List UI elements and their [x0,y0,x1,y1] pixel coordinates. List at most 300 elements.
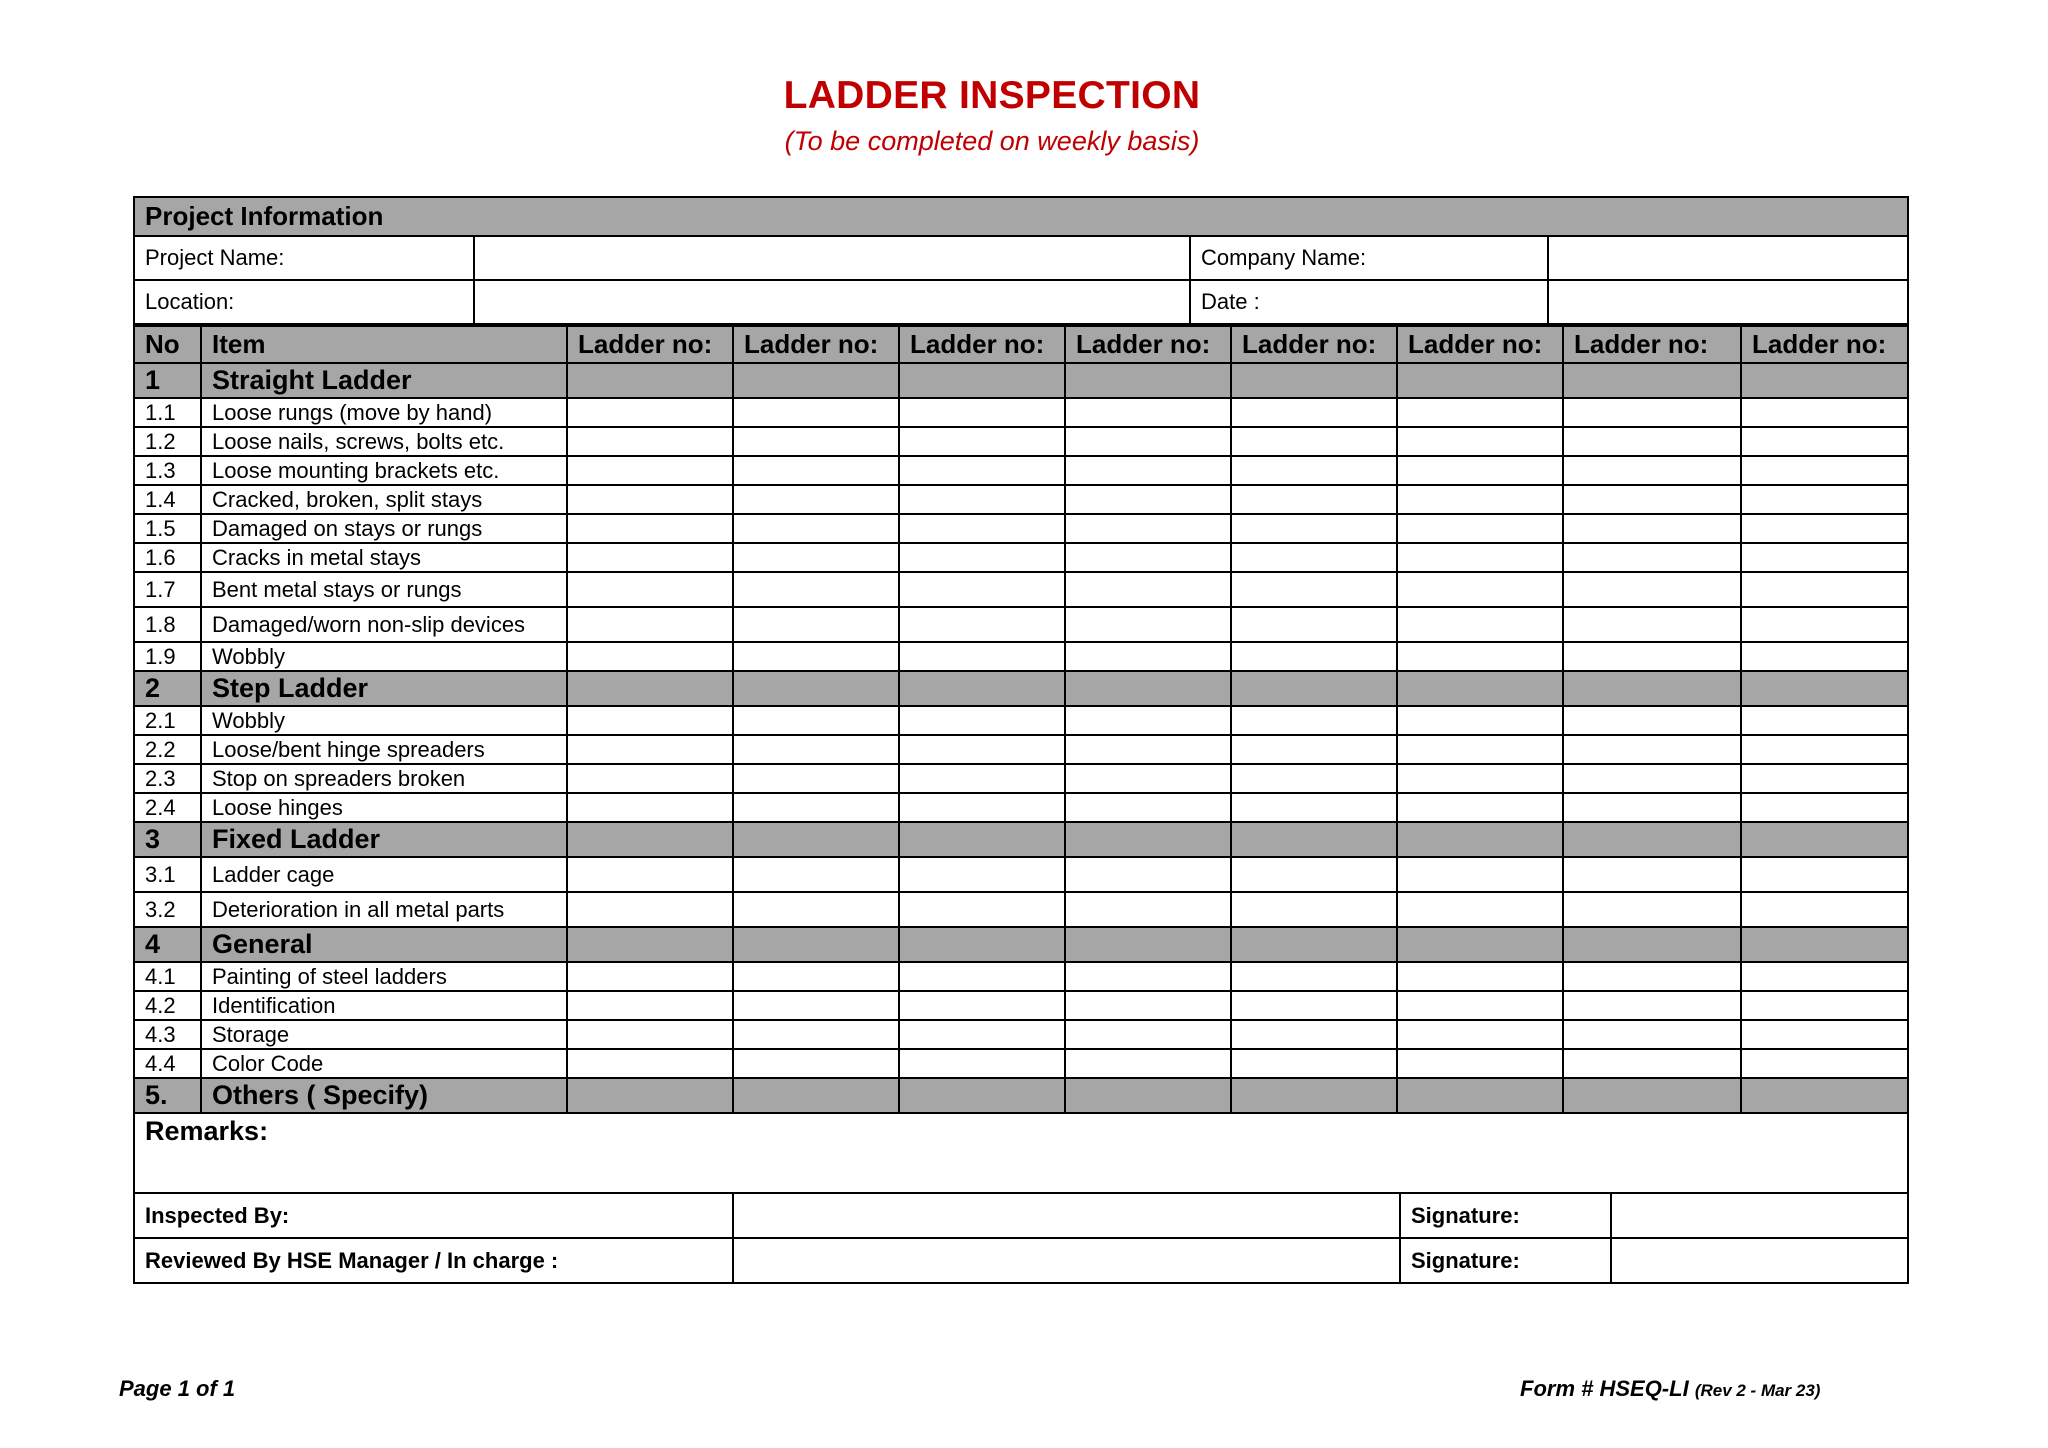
ladder-check-cell[interactable] [1231,572,1397,607]
section-row [134,1078,1908,1113]
ladder-check-cell[interactable] [899,427,1065,456]
item-description: Loose nails, screws, bolts etc. [201,427,567,456]
ladder-check-cell[interactable] [567,1049,733,1078]
ladder-check-cell[interactable] [1397,485,1563,514]
ladder-check-cell[interactable] [1397,1049,1563,1078]
ladder-check-cell[interactable] [567,793,733,822]
column-header-ladder-no: Ladder no: [1741,326,1908,363]
ladder-check-cell[interactable] [1741,892,1908,927]
ladder-check-cell[interactable] [567,1020,733,1049]
item-number: 4.3 [134,1020,201,1049]
company-name-field[interactable] [1548,236,1908,280]
ladder-check-cell[interactable] [733,642,899,671]
ladder-check-cell[interactable] [1741,572,1908,607]
item-description: Cracked, broken, split stays [201,485,567,514]
item-number: 1.7 [134,572,201,607]
ladder-check-cell[interactable] [1065,1078,1231,1113]
ladder-check-cell[interactable] [1397,927,1563,962]
ladder-check-cell[interactable] [1231,991,1397,1020]
project-info-table [133,196,1909,325]
ladder-check-cell[interactable] [1563,363,1741,398]
ladder-check-cell[interactable] [1065,514,1231,543]
column-header-ladder-no: Ladder no: [1397,326,1563,363]
checklist-item-row [134,706,1908,735]
ladder-check-cell[interactable] [567,671,733,706]
ladder-check-cell[interactable] [1065,398,1231,427]
ladder-check-cell[interactable] [1741,514,1908,543]
inspection-form [133,196,1907,1284]
ladder-check-cell[interactable] [567,1078,733,1113]
inspector-signature-field[interactable] [1611,1193,1908,1238]
checklist-item-row [134,764,1908,793]
item-number: 4.4 [134,1049,201,1078]
checklist-item-row [134,1020,1908,1049]
checklist-item-row [134,991,1908,1020]
ladder-check-cell[interactable] [1065,363,1231,398]
ladder-check-cell[interactable] [1231,398,1397,427]
ladder-check-cell[interactable] [1397,793,1563,822]
ladder-check-cell[interactable] [1741,764,1908,793]
ladder-check-cell[interactable] [899,485,1065,514]
ladder-check-cell[interactable] [1397,543,1563,572]
ladder-check-cell[interactable] [1741,363,1908,398]
item-number: 2.1 [134,706,201,735]
ladder-check-cell[interactable] [1231,735,1397,764]
ladder-check-cell[interactable] [1741,927,1908,962]
ladder-check-cell[interactable] [733,607,899,642]
ladder-check-cell[interactable] [733,485,899,514]
ladder-check-cell[interactable] [899,962,1065,991]
column-header-ladder-no: Ladder no: [899,326,1065,363]
ladder-check-cell[interactable] [1397,456,1563,485]
checklist-item-row [134,892,1908,927]
ladder-check-cell[interactable] [1065,857,1231,892]
ladder-check-cell[interactable] [567,991,733,1020]
section-number: 4 [134,927,201,962]
item-description: Cracks in metal stays [201,543,567,572]
item-description: Color Code [201,1049,567,1078]
ladder-check-cell[interactable] [733,398,899,427]
ladder-check-cell[interactable] [1065,671,1231,706]
section-row [134,822,1908,857]
ladder-check-cell[interactable] [899,822,1065,857]
ladder-check-cell[interactable] [1065,793,1231,822]
page-subtitle: (To be completed on weekly basis) [784,126,1200,156]
ladder-check-cell[interactable] [1065,892,1231,927]
ladder-check-cell[interactable] [1231,962,1397,991]
section-title: Fixed Ladder [201,822,567,857]
ladder-check-cell[interactable] [567,706,733,735]
ladder-check-cell[interactable] [1563,706,1741,735]
ladder-check-cell[interactable] [733,706,899,735]
ladder-check-cell[interactable] [899,991,1065,1020]
item-number: 1.5 [134,514,201,543]
ladder-check-cell[interactable] [1741,607,1908,642]
ladder-check-cell[interactable] [733,671,899,706]
item-description: Damaged/worn non-slip devices [201,607,567,642]
ladder-check-cell[interactable] [733,427,899,456]
page-number: Page 1 of 1 [119,1376,236,1401]
section-row [134,363,1908,398]
ladder-check-cell[interactable] [1397,1078,1563,1113]
ladder-check-cell[interactable] [1397,706,1563,735]
ladder-check-cell[interactable] [1231,892,1397,927]
checklist-item-row [134,427,1908,456]
ladder-check-cell[interactable] [899,1049,1065,1078]
company-name-label: Company Name: [1190,236,1548,280]
ladder-check-cell[interactable] [1563,427,1741,456]
ladder-check-cell[interactable] [1397,363,1563,398]
ladder-check-cell[interactable] [1065,706,1231,735]
form-revision: (Rev 2 - Mar 23) [1694,1381,1821,1400]
checklist-item-row [134,607,1908,642]
ladder-check-cell[interactable] [899,735,1065,764]
ladder-check-cell[interactable] [567,427,733,456]
ladder-check-cell[interactable] [1065,927,1231,962]
ladder-check-cell[interactable] [567,607,733,642]
ladder-check-cell[interactable] [567,572,733,607]
ladder-check-cell[interactable] [1397,962,1563,991]
ladder-check-cell[interactable] [1741,822,1908,857]
remarks-field[interactable] [134,1114,1908,1193]
ladder-check-cell[interactable] [1741,962,1908,991]
ladder-check-cell[interactable] [733,793,899,822]
ladder-check-cell[interactable] [1563,857,1741,892]
form-number [1520,1376,1820,1402]
section-number: 5. [134,1078,201,1113]
project-name-field[interactable] [474,236,1190,280]
ladder-check-cell[interactable] [899,671,1065,706]
ladder-check-cell[interactable] [1065,735,1231,764]
ladder-check-cell[interactable] [1231,764,1397,793]
ladder-check-cell[interactable] [1741,793,1908,822]
ladder-check-cell[interactable] [1563,671,1741,706]
section-number: 2 [134,671,201,706]
ladder-check-cell[interactable] [899,1020,1065,1049]
ladder-check-cell[interactable] [1741,642,1908,671]
ladder-check-cell[interactable] [1741,1020,1908,1049]
column-header-ladder-no: Ladder no: [567,326,733,363]
ladder-check-cell[interactable] [733,857,899,892]
ladder-check-cell[interactable] [1065,607,1231,642]
ladder-check-cell[interactable] [1563,607,1741,642]
ladder-check-cell[interactable] [1397,857,1563,892]
inspected-by-label: Inspected By: [134,1193,733,1238]
ladder-check-cell[interactable] [1065,543,1231,572]
checklist-item-row [134,962,1908,991]
project-name-label: Project Name: [134,236,474,280]
reviewed-by-label: Reviewed By HSE Manager / In charge : [134,1238,733,1283]
ladder-check-cell[interactable] [1563,927,1741,962]
ladder-check-cell[interactable] [1563,514,1741,543]
ladder-check-cell[interactable] [1065,764,1231,793]
ladder-check-cell[interactable] [567,485,733,514]
item-description: Wobbly [201,642,567,671]
ladder-check-cell[interactable] [1563,1078,1741,1113]
ladder-check-cell[interactable] [1563,991,1741,1020]
date-field[interactable] [1548,280,1908,324]
ladder-check-cell[interactable] [1231,706,1397,735]
ladder-check-cell[interactable] [1065,822,1231,857]
ladder-check-cell[interactable] [1563,1020,1741,1049]
item-description: Wobbly [201,706,567,735]
ladder-check-cell[interactable] [733,927,899,962]
ladder-check-cell[interactable] [1231,1049,1397,1078]
ladder-check-cell[interactable] [733,892,899,927]
ladder-check-cell[interactable] [567,857,733,892]
ladder-check-cell[interactable] [1397,735,1563,764]
ladder-check-cell[interactable] [733,1020,899,1049]
section-row [134,927,1908,962]
ladder-check-cell[interactable] [1231,642,1397,671]
checklist-item-row [134,543,1908,572]
column-header-ladder-no: Ladder no: [1563,326,1741,363]
ladder-check-cell[interactable] [1231,793,1397,822]
ladder-check-cell[interactable] [1563,764,1741,793]
checklist-item-row [134,793,1908,822]
ladder-check-cell[interactable] [733,543,899,572]
column-header-no: No [134,326,201,363]
date-label: Date : [1190,280,1548,324]
ladder-check-cell[interactable] [567,398,733,427]
inspected-by-field[interactable] [733,1193,1400,1238]
ladder-check-cell[interactable] [1231,857,1397,892]
checklist-table [133,325,1909,1114]
ladder-check-cell[interactable] [733,456,899,485]
ladder-check-cell[interactable] [1563,485,1741,514]
ladder-check-cell[interactable] [1397,822,1563,857]
ladder-check-cell[interactable] [733,822,899,857]
ladder-check-cell[interactable] [733,735,899,764]
item-number: 3.2 [134,892,201,927]
ladder-check-cell[interactable] [899,572,1065,607]
ladder-check-cell[interactable] [1563,543,1741,572]
column-header-ladder-no: Ladder no: [733,326,899,363]
ladder-check-cell[interactable] [899,514,1065,543]
signoff-table [133,1114,1909,1284]
item-description: Ladder cage [201,857,567,892]
ladder-check-cell[interactable] [1065,485,1231,514]
item-description: Painting of steel ladders [201,962,567,991]
ladder-check-cell[interactable] [1741,427,1908,456]
inspector-signature-label: Signature: [1400,1193,1611,1238]
ladder-check-cell[interactable] [1563,398,1741,427]
ladder-check-cell[interactable] [733,991,899,1020]
ladder-check-cell[interactable] [1397,764,1563,793]
checklist-item-row [134,398,1908,427]
ladder-check-cell[interactable] [567,642,733,671]
ladder-check-cell[interactable] [1741,735,1908,764]
checklist-item-row [134,456,1908,485]
item-number: 4.2 [134,991,201,1020]
ladder-check-cell[interactable] [899,642,1065,671]
ladder-check-cell[interactable] [1065,1049,1231,1078]
ladder-check-cell[interactable] [899,456,1065,485]
ladder-check-cell[interactable] [1741,398,1908,427]
column-header-ladder-no: Ladder no: [1065,326,1231,363]
ladder-check-cell[interactable] [899,857,1065,892]
ladder-check-cell[interactable] [1563,892,1741,927]
section-number: 3 [134,822,201,857]
ladder-check-cell[interactable] [1065,427,1231,456]
ladder-check-cell[interactable] [899,793,1065,822]
ladder-check-cell[interactable] [1231,1020,1397,1049]
page-title: LADDER INSPECTION [783,74,1201,117]
form-id: Form # HSEQ-LI [1520,1376,1689,1401]
ladder-check-cell[interactable] [1741,543,1908,572]
reviewed-by-field[interactable] [733,1238,1400,1283]
ladder-check-cell[interactable] [1065,456,1231,485]
ladder-check-cell[interactable] [733,514,899,543]
ladder-check-cell[interactable] [567,892,733,927]
ladder-check-cell[interactable] [1231,607,1397,642]
ladder-check-cell[interactable] [1065,962,1231,991]
ladder-check-cell[interactable] [1397,1020,1563,1049]
section-title: Others ( Specify) [201,1078,567,1113]
ladder-check-cell[interactable] [733,962,899,991]
ladder-check-cell[interactable] [1563,642,1741,671]
ladder-check-cell[interactable] [567,514,733,543]
ladder-check-cell[interactable] [1563,456,1741,485]
ladder-check-cell[interactable] [1741,671,1908,706]
ladder-check-cell[interactable] [1563,1049,1741,1078]
ladder-check-cell[interactable] [1231,514,1397,543]
section-title: Step Ladder [201,671,567,706]
ladder-check-cell[interactable] [1065,642,1231,671]
ladder-check-cell[interactable] [1397,671,1563,706]
ladder-check-cell[interactable] [1231,543,1397,572]
item-number: 2.4 [134,793,201,822]
item-number: 1.9 [134,642,201,671]
item-description: Loose hinges [201,793,567,822]
checklist-item-row [134,735,1908,764]
item-number: 1.4 [134,485,201,514]
ladder-check-cell[interactable] [567,456,733,485]
ladder-check-cell[interactable] [567,363,733,398]
section-number: 1 [134,363,201,398]
ladder-check-cell[interactable] [733,363,899,398]
remarks-label: Remarks: [145,1116,269,1146]
project-info-heading: Project Information [134,197,1908,236]
ladder-check-cell[interactable] [1231,927,1397,962]
ladder-check-cell[interactable] [1397,607,1563,642]
ladder-check-cell[interactable] [899,398,1065,427]
ladder-check-cell[interactable] [1741,485,1908,514]
ladder-check-cell[interactable] [1563,735,1741,764]
column-header-ladder-no: Ladder no: [1231,326,1397,363]
item-description: Deterioration in all metal parts [201,892,567,927]
ladder-check-cell[interactable] [733,1049,899,1078]
checklist-item-row [134,485,1908,514]
item-number: 1.1 [134,398,201,427]
item-number: 4.1 [134,962,201,991]
ladder-check-cell[interactable] [733,572,899,607]
item-description: Loose rungs (move by hand) [201,398,567,427]
item-description: Damaged on stays or rungs [201,514,567,543]
ladder-check-cell[interactable] [899,927,1065,962]
item-description: Identification [201,991,567,1020]
ladder-check-cell[interactable] [1397,642,1563,671]
reviewer-signature-field[interactable] [1611,1238,1908,1283]
ladder-check-cell[interactable] [1065,991,1231,1020]
ladder-check-cell[interactable] [1231,485,1397,514]
item-number: 1.8 [134,607,201,642]
location-field[interactable] [474,280,1190,324]
ladder-check-cell[interactable] [1231,363,1397,398]
ladder-check-cell[interactable] [1231,1078,1397,1113]
ladder-check-cell[interactable] [1397,892,1563,927]
item-number: 1.6 [134,543,201,572]
ladder-check-cell[interactable] [733,764,899,793]
section-row [134,671,1908,706]
ladder-check-cell[interactable] [1231,671,1397,706]
checklist-item-row [134,642,1908,671]
ladder-check-cell[interactable] [567,822,733,857]
item-description: Stop on spreaders broken [201,764,567,793]
checklist-item-row [134,572,1908,607]
ladder-check-cell[interactable] [567,735,733,764]
ladder-check-cell[interactable] [899,892,1065,927]
ladder-check-cell[interactable] [567,962,733,991]
ladder-check-cell[interactable] [899,764,1065,793]
ladder-check-cell[interactable] [1397,572,1563,607]
ladder-check-cell[interactable] [1741,1049,1908,1078]
ladder-check-cell[interactable] [899,1078,1065,1113]
item-description: Bent metal stays or rungs [201,572,567,607]
ladder-check-cell[interactable] [1397,514,1563,543]
section-title: Straight Ladder [201,363,567,398]
ladder-check-cell[interactable] [1231,427,1397,456]
item-description: Loose/bent hinge spreaders [201,735,567,764]
ladder-check-cell[interactable] [1397,991,1563,1020]
ladder-check-cell[interactable] [1065,1020,1231,1049]
item-number: 2.3 [134,764,201,793]
ladder-check-cell[interactable] [899,543,1065,572]
ladder-check-cell[interactable] [1741,991,1908,1020]
ladder-check-cell[interactable] [1231,456,1397,485]
ladder-check-cell[interactable] [899,706,1065,735]
ladder-check-cell[interactable] [1065,572,1231,607]
checklist-item-row [134,1049,1908,1078]
ladder-check-cell[interactable] [567,764,733,793]
item-description: Loose mounting brackets etc. [201,456,567,485]
ladder-check-cell[interactable] [1397,398,1563,427]
ladder-check-cell[interactable] [899,607,1065,642]
ladder-check-cell[interactable] [1741,1078,1908,1113]
ladder-check-cell[interactable] [1741,456,1908,485]
ladder-check-cell[interactable] [567,543,733,572]
item-number: 1.3 [134,456,201,485]
checklist-item-row [134,857,1908,892]
ladder-check-cell[interactable] [1741,857,1908,892]
item-number: 2.2 [134,735,201,764]
ladder-check-cell[interactable] [1231,822,1397,857]
ladder-check-cell[interactable] [1563,572,1741,607]
ladder-check-cell[interactable] [1397,427,1563,456]
location-label: Location: [134,280,474,324]
ladder-check-cell[interactable] [733,1078,899,1113]
item-number: 1.2 [134,427,201,456]
ladder-check-cell[interactable] [1563,822,1741,857]
checklist-header-row [134,326,1908,363]
ladder-check-cell[interactable] [899,363,1065,398]
ladder-check-cell[interactable] [567,927,733,962]
item-description: Storage [201,1020,567,1049]
ladder-check-cell[interactable] [1563,962,1741,991]
ladder-check-cell[interactable] [1741,706,1908,735]
ladder-check-cell[interactable] [1563,793,1741,822]
column-header-item: Item [201,326,567,363]
